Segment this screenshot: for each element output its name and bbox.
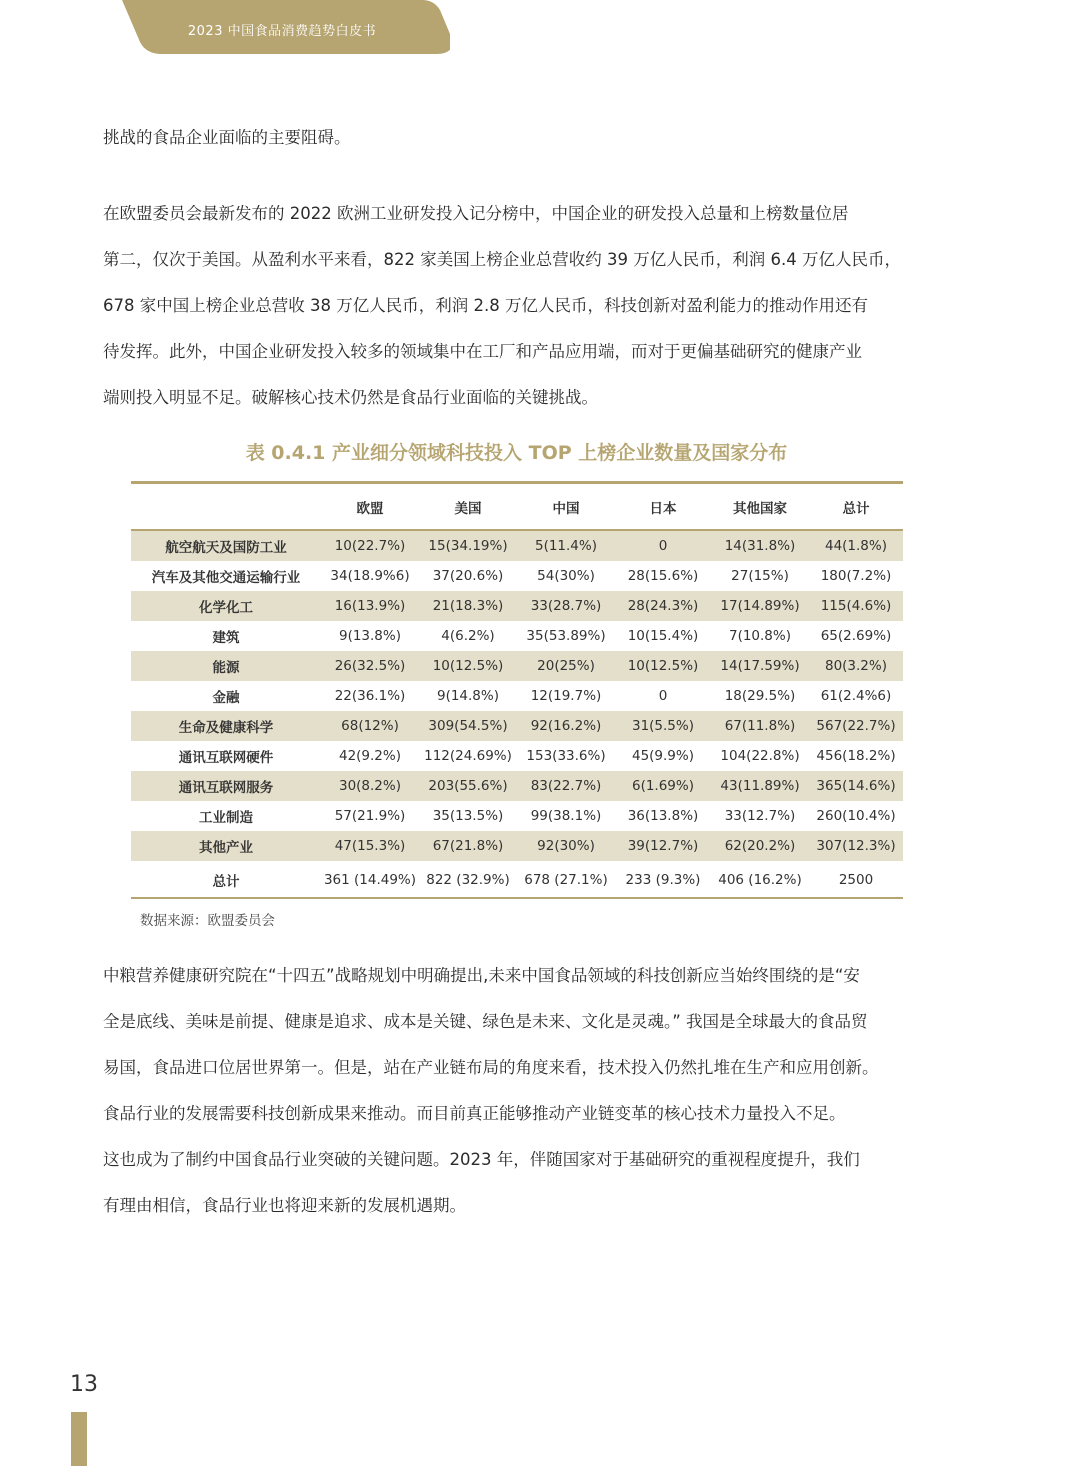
column-header: 总计 [809,483,903,531]
table-cell: 65(2.69%) [820,628,892,644]
table-cell: 15(34.19%) [419,530,517,561]
column-header: 日本 [615,483,711,531]
total-cell: 822 (32.9%) [419,862,517,898]
table-cell: 0 [658,688,668,704]
table-row [131,831,903,862]
table-cell: 31(5.5%) [615,711,711,741]
row-label: 其他产业 [131,831,321,862]
table-cell: 16(13.9%) [321,591,419,621]
table-cell: 115(4.6%) [809,591,903,621]
paragraph-rd-investment [103,191,929,421]
table-cell: 21(18.3%) [419,591,517,621]
column-header: 美国 [419,483,517,531]
table-row [131,741,903,771]
table-row [131,591,903,621]
table-cell: 567(22.7%) [809,711,903,741]
paragraph-cofco-strategy [103,953,929,1229]
table-cell: 39(12.7%) [615,831,711,862]
table-cell: 30(8.2%) [321,771,419,801]
row-label: 航空航天及国防工业 [131,530,321,561]
total-cell: 2500 [809,862,903,898]
table-cell: 37(20.6%) [432,568,504,584]
column-header: 中国 [517,483,615,531]
table-cell: 104(22.8%) [720,748,800,764]
table-cell: 180(7.2%) [820,568,892,584]
table-row [131,621,903,651]
table-total-row [131,862,903,898]
industry-distribution-table [131,481,903,899]
table-cell: 43(11.89%) [711,771,809,801]
paragraph-line: 678 家中国上榜企业总营收 38 万亿人民币，利润 2.8 万亿人民币，科技创新对盈利能力的推动作用还有 [103,296,868,315]
table-cell: 7(10.8%) [728,628,791,644]
table-cell: 4(6.2%) [441,628,495,644]
intro-paragraph [103,115,929,161]
table-cell: 9(13.8%) [338,628,401,644]
header-title: 2023 中国食品消费趋势白皮书 [187,24,377,39]
row-label: 生命及健康科学 [131,711,321,741]
table-cell: 33(28.7%) [517,591,615,621]
table-cell: 9(14.8%) [436,688,499,704]
paragraph-line: 在欧盟委员会最新发布的 2022 欧洲工业研发投入记分榜中，中国企业的研发投入总量和上榜数量位居 [103,204,849,223]
table-row [131,801,903,831]
table-cell: 365(14.6%) [809,771,903,801]
table-cell: 5(11.4%) [517,530,615,561]
table-cell: 112(24.69%) [424,748,512,764]
table-cell: 20(25%) [517,651,615,681]
table-cell: 10(22.7%) [321,530,419,561]
page-number: 13 [70,1372,98,1397]
table-cell: 57(21.9%) [334,808,406,824]
table-cell: 27(15%) [731,568,789,584]
table-row [131,561,903,591]
table-header-row [131,483,903,531]
row-label: 工业制造 [199,810,253,826]
table-cell: 54(30%) [537,568,595,584]
table-cell: 14(31.8%) [711,530,809,561]
total-cell: 361 (14.49%) [321,862,419,898]
row-label: 建筑 [212,630,240,646]
table-cell: 153(33.6%) [526,748,606,764]
table-cell: 80(3.2%) [809,651,903,681]
table-row [131,711,903,741]
table-cell: 10(12.5%) [419,651,517,681]
table-cell: 10(12.5%) [615,651,711,681]
table-cell: 44(1.8%) [809,530,903,561]
table-cell: 307(12.3%) [809,831,903,862]
table-cell: 33(12.7%) [724,808,796,824]
paragraph-line: 易国，食品进口位居世界第一。但是，站在产业链布局的角度来看，技术投入仍然扎堆在生产和应用创新。 [103,1058,879,1077]
footer-accent-bar [71,1412,87,1466]
paragraph-line: 这也成为了制约中国食品行业突破的关键问题。2023 年，伴随国家对于基础研究的重视程度提升，我们 [103,1150,860,1169]
table-title: 表 0.4.1 产业细分领域科技投入 TOP 上榜企业数量及国家分布 [245,442,788,464]
table-cell: 22(36.1%) [334,688,406,704]
table-cell: 14(17.59%) [711,651,809,681]
table-cell: 83(22.7%) [517,771,615,801]
paragraph-line: 食品行业的发展需要科技创新成果来推动。而目前真正能够推动产业链变革的核心技术力量投入不足。 [103,1104,846,1123]
table-row [131,530,903,561]
table-cell: 309(54.5%) [419,711,517,741]
table-cell: 45(9.9%) [631,748,694,764]
table-cell: 92(30%) [517,831,615,862]
table-cell: 10(15.4%) [627,628,699,644]
table-row [131,771,903,801]
column-header: 其他国家 [711,483,809,531]
table-cell: 28(24.3%) [615,591,711,621]
table-cell: 26(32.5%) [321,651,419,681]
table-cell: 260(10.4%) [816,808,896,824]
paragraph-line: 全是底线、美味是前提、健康是追求、成本是关键、绿色是未来、文化是灵魂。” 我国是全球最大的食品贸 [103,1012,868,1031]
table-cell: 34(18.9%6) [330,568,410,584]
total-cell: 233 (9.3%) [615,862,711,898]
table-cell: 99(38.1%) [530,808,602,824]
row-label: 通讯互联网硬件 [178,750,274,766]
paragraph-line: 中粮营养健康研究院在“十四五”战略规划中明确提出,未来中国食品领域的科技创新应当始终围绕的是“安 [103,966,860,985]
column-header: 欧盟 [321,483,419,531]
table-cell: 456(18.2%) [816,748,896,764]
table-row [131,651,903,681]
table-source-note: 数据来源：欧盟委员会 [140,913,275,929]
table-cell: 68(12%) [321,711,419,741]
table-cell: 36(13.8%) [627,808,699,824]
paragraph-line: 端则投入明显不足。破解核心技术仍然是食品行业面临的关键挑战。 [103,388,598,407]
table-cell: 42(9.2%) [338,748,401,764]
table-cell: 67(21.8%) [419,831,517,862]
row-label: 能源 [131,651,321,681]
column-header [131,483,321,531]
table-cell: 203(55.6%) [419,771,517,801]
paragraph-line: 第二，仅次于美国。从盈利水平来看，822 家美国上榜企业总营收约 39 万亿人民币，利润 6.4 万亿人民币， [103,250,901,269]
total-cell: 406 (16.2%) [711,862,809,898]
total-label: 总计 [131,862,321,898]
row-label: 汽车及其他交通运输行业 [151,570,301,586]
row-label: 金融 [212,690,240,706]
table-cell: 61(2.4%6) [820,688,892,704]
table-cell: 6(1.69%) [615,771,711,801]
table-cell: 12(19.7%) [530,688,602,704]
row-label: 化学化工 [131,591,321,621]
row-label: 通讯互联网服务 [131,771,321,801]
table-cell: 28(15.6%) [627,568,699,584]
table-cell: 35(13.5%) [432,808,504,824]
table-cell: 62(20.2%) [711,831,809,862]
table-cell: 47(15.3%) [321,831,419,862]
table-cell: 17(14.89%) [711,591,809,621]
table-row [131,681,903,711]
table-cell: 18(29.5%) [724,688,796,704]
table-cell: 67(11.8%) [711,711,809,741]
table-cell: 0 [615,530,711,561]
paragraph-line: 待发挥。此外，中国企业研发投入较多的领域集中在工厂和产品应用端，而对于更偏基础研究的健康产业 [103,342,862,361]
header-banner [122,0,450,54]
total-cell: 678 (27.1%) [517,862,615,898]
paragraph-line: 有理由相信，食品行业也将迎来新的发展机遇期。 [103,1196,466,1215]
table-cell: 92(16.2%) [517,711,615,741]
intro-line: 挑战的食品企业面临的主要阻碍。 [103,128,351,147]
table-cell: 35(53.89%) [526,628,606,644]
